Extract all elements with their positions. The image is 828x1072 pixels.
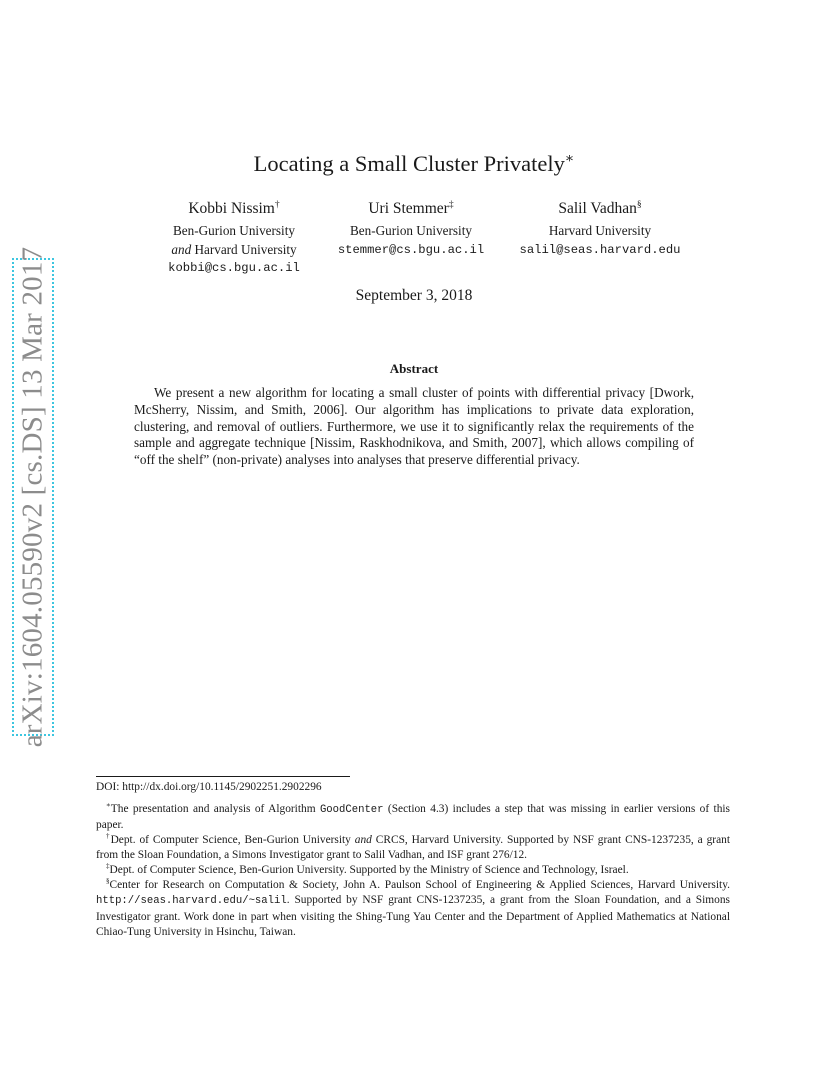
footnote-text: Dept. of Computer Science, Ben-Gurion University. Supported by the Ministry of Science and Technology, Israel. (109, 864, 629, 876)
author-name (500, 198, 700, 220)
footnote-text: (Section 4.3) includes a step that was missing in earlier versions of this paper. (96, 803, 730, 832)
footnote-stemmer (96, 863, 730, 878)
author-name (311, 198, 511, 220)
affiliation-conjunction: and (171, 241, 192, 257)
author-name (134, 198, 334, 220)
author-affiliation: Ben-Gurion University (173, 223, 295, 238)
author-block-stemmer (311, 198, 511, 259)
author-name-text: Kobbi Nissim (188, 200, 275, 217)
author-name-text: Salil Vadhan (558, 200, 637, 217)
paper-title-text: Locating a Small Cluster Privately (253, 151, 565, 176)
footnote-title (96, 802, 730, 834)
author-affiliation: Harvard University (548, 223, 652, 238)
footnote-emphasis: and (354, 834, 372, 846)
footnote-mark: § (106, 877, 110, 886)
author-affiliation: Ben-Gurion University (350, 223, 472, 238)
author-footnote-mark: § (636, 198, 642, 210)
author-email: kobbi@cs.bgu.ac.il (168, 261, 300, 275)
algorithm-name: GoodCenter (319, 804, 384, 816)
footnote-mark: ∗ (106, 801, 111, 810)
title-footnote-mark: ∗ (564, 151, 575, 167)
abstract-heading: Abstract (389, 361, 439, 376)
footnote-text: Dept. of Computer Science, Ben-Gurion University (110, 834, 355, 846)
author-email: stemmer@cs.bgu.ac.il (337, 242, 485, 257)
footnote-nissim (96, 833, 730, 864)
footnote-vadhan (96, 878, 730, 940)
affiliation-text: Harvard University (191, 241, 297, 257)
arxiv-identifier-stamp: arXiv:1604.05590v2 [cs.DS] 13 Mar 2017 (16, 246, 49, 748)
footnote-text: CRCS, Harvard University. Supported by NSF grant CNS-1237235, a grant from the Sloan Foundation, a Simons Investigator grant to Salil Vadhan, and ISF grant 276/12. (96, 834, 730, 862)
author-affiliation-2 (134, 241, 334, 260)
footnote-mark: † (106, 832, 111, 841)
abstract-body: We present a new algorithm for locating a small cluster of points with differential privacy [Dwork, McSherry, Nissim, and Smith, 2006]. Our algorithm has implications to private data exploration, clustering, and removal of outliers. Furthermore, we use it to significantly relax the requirements of the sample and aggregate technique [Nissim, Raskhodnikova, and Smith, 2007], which allows compiling of “off the shelf” (non-private) analyses into analyses that preserve differential privacy. (134, 385, 694, 468)
homepage-link[interactable]: http://seas.harvard.edu/~salil (96, 895, 287, 908)
paper-date: September 3, 2018 (355, 287, 473, 304)
footnote-mark: ‡ (106, 862, 110, 871)
footnote-text: The presentation and analysis of Algorithm (110, 803, 320, 815)
footnote-text: . Supported by NSF grant CNS-1237235, a grant from the Sloan Foundation, and a Simons Investigator grant. Work done in part when visiting the Shing-Tung Yau Center and the Department of Applied Mathematics at National Chiao-Tung University in Hsinchu, Taiwan. (96, 894, 730, 938)
paper-title (0, 151, 828, 177)
footnote-text: Center for Research on Computation & Society, John A. Paulson School of Engineering & Applied Sciences, Harvard University. (109, 879, 730, 891)
author-email: salil@seas.harvard.edu (519, 242, 681, 257)
author-block-nissim (134, 198, 334, 278)
author-block-vadhan (500, 198, 700, 259)
author-footnote-mark: † (274, 198, 280, 210)
author-name-text: Uri Stemmer (368, 200, 449, 217)
author-footnote-mark: ‡ (448, 198, 454, 210)
doi-line: DOI: http://dx.doi.org/10.1145/2902251.2902296 (96, 781, 322, 793)
footnote-divider (96, 776, 350, 777)
